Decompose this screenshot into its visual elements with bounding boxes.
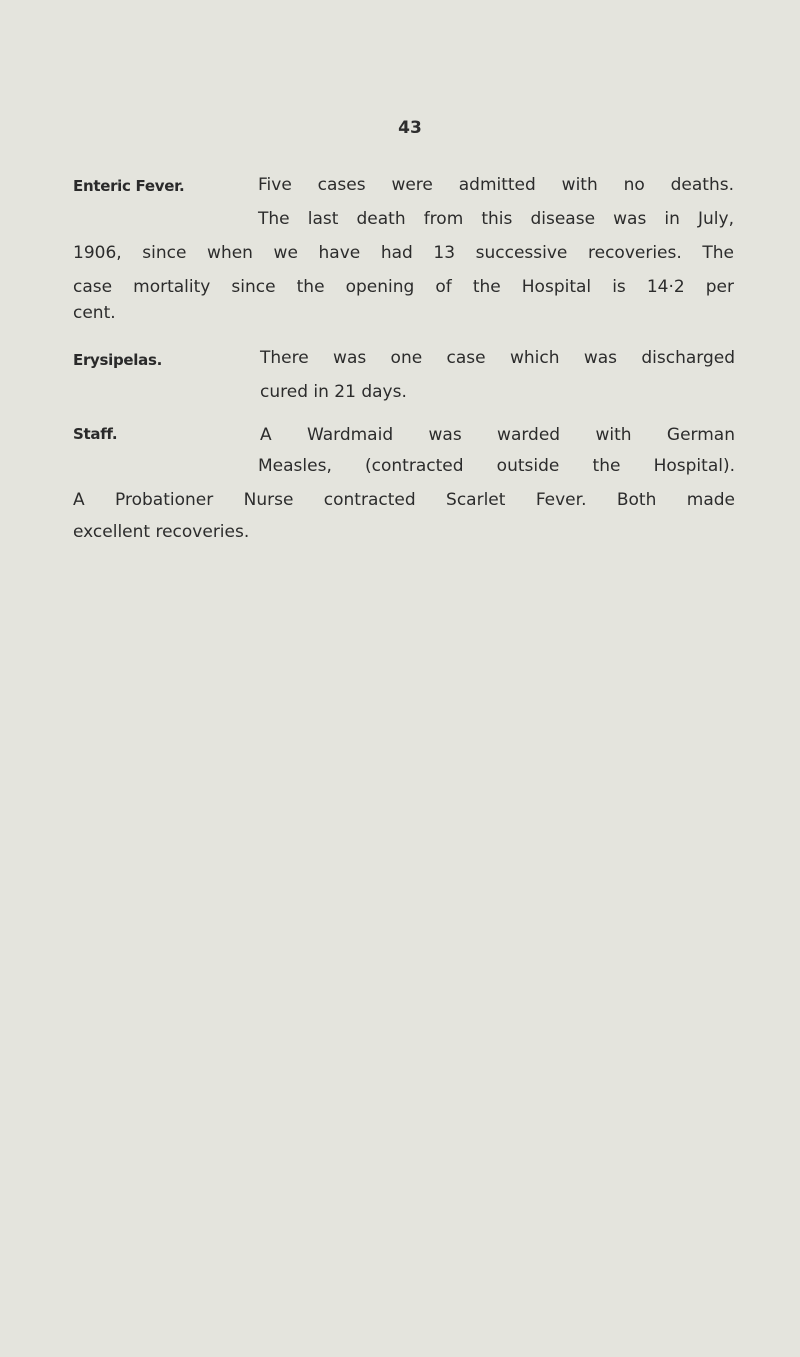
- section-heading-staff: Staff.: [73, 425, 118, 443]
- section-heading-erysipelas: Erysipelas.: [73, 351, 162, 369]
- enteric-line-4: case mortality since the opening of the Hospital is 14·2 per: [73, 277, 734, 297]
- staff-line-3: A Probationer Nurse contracted Scarlet Fever. Both made: [73, 490, 735, 510]
- staff-line-2: Measles, (contracted outside the Hospital).: [258, 456, 735, 476]
- erysipelas-line-2: cured in 21 days.: [260, 382, 407, 402]
- enteric-line-3: 1906, since when we have had 13 successive recoveries. The: [73, 243, 734, 263]
- enteric-line-5: cent.: [73, 303, 116, 323]
- staff-line-4: excellent recoveries.: [73, 522, 250, 542]
- enteric-line-2: The last death from this disease was in July,: [258, 209, 734, 229]
- section-heading-enteric-fever: Enteric Fever.: [73, 177, 185, 195]
- staff-line-1: A Wardmaid was warded with German: [260, 425, 735, 445]
- page-number: 43: [398, 118, 422, 138]
- enteric-line-1: Five cases were admitted with no deaths.: [258, 175, 734, 195]
- erysipelas-line-1: There was one case which was discharged: [260, 348, 735, 368]
